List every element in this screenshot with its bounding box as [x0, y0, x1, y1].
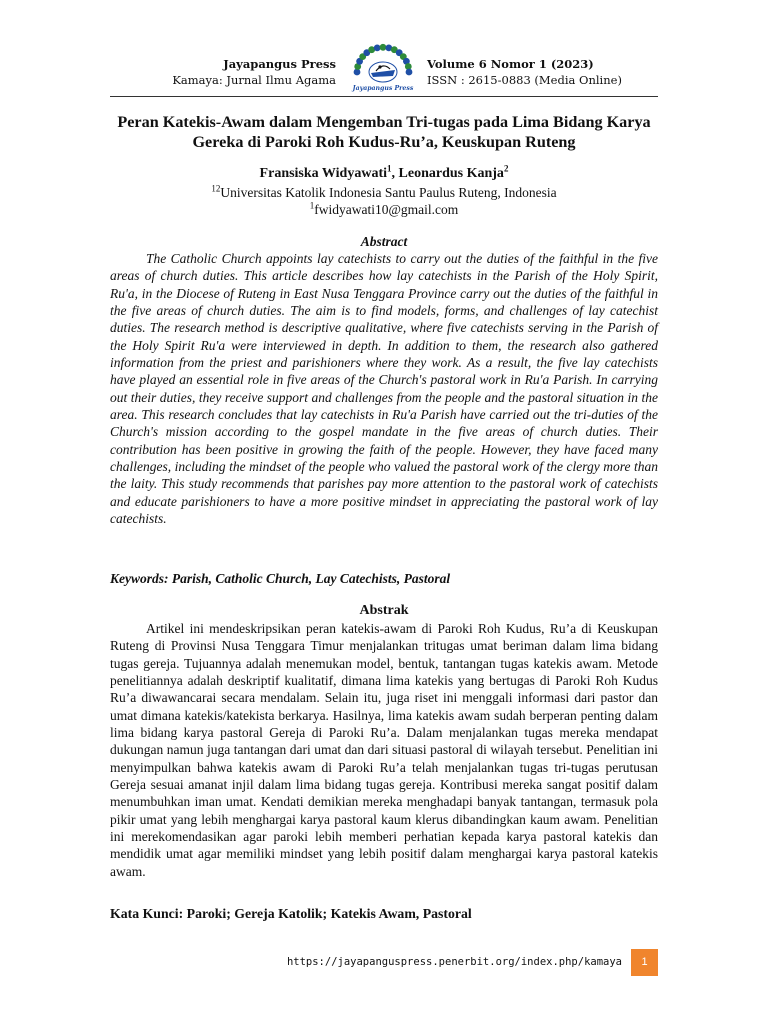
issn-info: ISSN : 2615-0883 (Media Online) — [427, 73, 622, 87]
header-rule — [110, 96, 658, 97]
email-mark: 1 — [309, 200, 315, 211]
keywords-indonesian: Kata Kunci: Paroki; Gereja Katolik; Katekis Awam, Pastoral — [110, 906, 472, 921]
abstrak-indonesian-text: Artikel ini mendeskripsikan peran katekis-awam di Paroki Roh Kudus, Ru’a di Keuskupan Ruteng di Provinsi Nusa Tenggara Timur menjalankan tritugas umat beriman dalam lima bidang tugas gereja. Tujuannya adalah menemukan model, bentuk, tantangan tugas katekis awam. Metode penelitiannya adalah deskriptif kualitatif, dimana lima katekis yang bertugas di Paroki Roh Kudus Ru’a diwawancarai secara mendalam. Selain itu, juga riset ini menggali informasi dari pastor dan umat dimana katekis/katekista berkarya. Hasilnya, lima katekis awam sudah berperan penting dalam lima bidang karya pastoral Gereja di Paroki Ru’a. Dalam menjalankan tugas mereka mendapat dukungan namun juga tantangan dari umat dan dari situasi pastoral di wilayah tersebut. Penelitian ini menyimpulkan bahwa katekis awam di Paroki Ru’a telah menjalankan tugas tri-tugas perutusan Gereja sesuai amanat injil dalam lima bidang tugas gereja. Kontribusi mereka sangat positif dalam menumbuhkan iman umat. Kendati demikian mereka menghadapi banyak tantangan, termasuk pola pikir umat yang lebih menghargai karya pastoral kaum klerus dibandingkan kaum awam. Penelitian ini merekomendasikan agar paroki lebih memberi perhatian kepada karya pastoral katekis dan mendidik umat agar memiliki mindset yang lebih positif dalam menghargai karya pastoral katekis awam. — [110, 621, 658, 879]
page-number-badge: 1 — [631, 949, 658, 976]
author-line — [100, 165, 668, 183]
email-text: fwidyawati10@gmail.com — [314, 202, 459, 217]
journal-name: Kamaya: Jurnal Ilmu Agama — [172, 73, 336, 87]
author-name: Fransiska Widyawati — [259, 166, 388, 181]
logo-feather-eye — [406, 69, 413, 76]
journal-url[interactable]: https://jayapanguspress.penerbit.org/index.php/kamaya — [286, 956, 622, 968]
logo-text: Jayapangus Press — [352, 85, 414, 92]
publisher-name: Jayapangus Press — [223, 57, 336, 71]
header-left — [172, 56, 336, 88]
abstrak-heading: Abstrak — [359, 603, 409, 618]
volume-info: Volume 6 Nomor 1 (2023) — [427, 57, 594, 71]
keywords-english: Keywords: Parish, Catholic Church, Lay Catechists, Pastoral — [110, 571, 451, 586]
header-right — [427, 56, 622, 88]
author-name: Leonardus Kanja — [398, 166, 504, 181]
peacock-logo-icon — [343, 42, 423, 94]
publisher-logo — [343, 42, 423, 94]
author-affil-mark: 2 — [503, 163, 509, 174]
affiliation-text: Universitas Katolik Indonesia Santu Paulus Ruteng, Indonesia — [220, 185, 557, 200]
author-email — [100, 201, 668, 218]
abstract-english-text: The Catholic Church appoints lay catechists to carry out the duties of the faithful in the five areas of church duties. This article describes how lay catechists in the Parish of the Holy Spirit, Ru'a, in the Diocese of Ruteng in East Nusa Tenggara Province carry out the duties of the faithful in the five areas of church duties. The aim is to find models, forms, and challenges of lay catechist duties. The research method is descriptive qualitative, where five catechists serving in the Parish of the Holy Spirit Ru'a were interviewed in depth. In addition to them, the research also gathered information from the priest and parishioners where they work. As a result, the five lay catechists have played an essential role in five areas of the Church's pastoral work in Ru'a Parish. In carrying out their duties, they receive support and challenges from the people and the pastoral situation in the area. This research concludes that lay catechists in Ru'a Parish have carried out the tri-duties of the Church's mission according to the gospel mandate in the five areas of church duties. Their contribution has been positive in growing the faith of the people. However, they have faced many challenges, including the mindset of the people who valued the pastoral work of the clergy more than the laity. This study recommends that parishes pay more attention to the pastoral work of catechists and educate parishioners to have a more positive mindset in appreciating the pastoral work of lay catechists. — [110, 251, 658, 527]
abstract-heading: Abstract — [360, 234, 408, 249]
page-header — [0, 0, 768, 100]
logo-feather-eye — [374, 45, 381, 52]
affiliation-mark: 12 — [211, 183, 221, 194]
author-affil-mark: 1 — [387, 163, 392, 174]
article-title: Peran Katekis-Awam dalam Mengemban Tri-tugas pada Lima Bidang Karya Gereka di Paroki Roh Kudus-Ru’a, Keuskupan Ruteng — [117, 113, 651, 151]
author-separator: , — [391, 166, 399, 181]
affiliation — [100, 184, 668, 201]
logo-feather-eye — [380, 44, 387, 51]
